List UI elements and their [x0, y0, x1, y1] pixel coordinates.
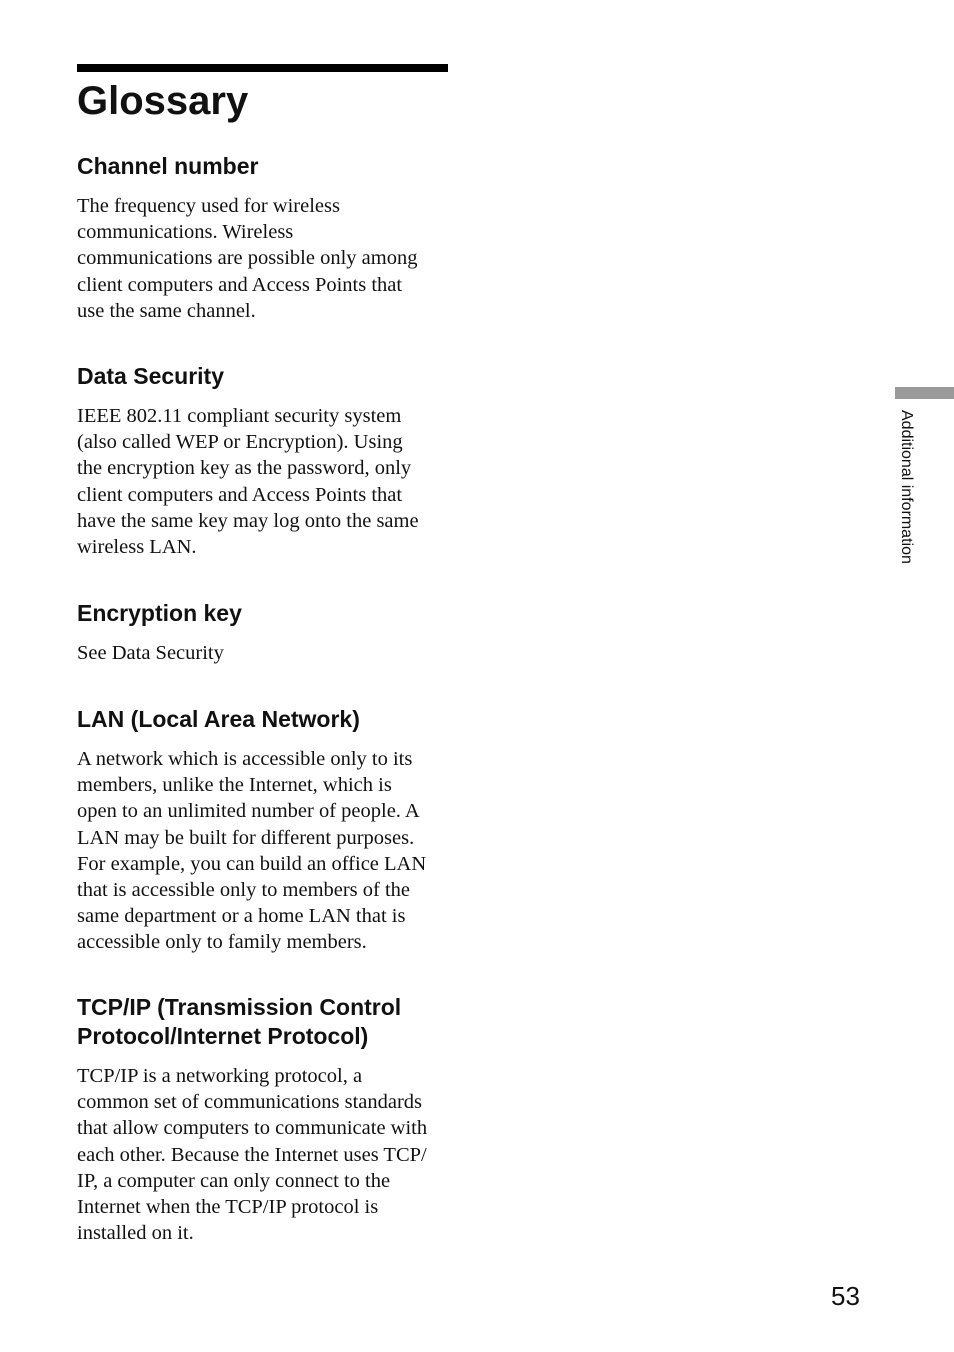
definition-line: IEEE 802.11 compliant security system [77, 405, 402, 427]
definition-line: client computers and Access Points that [77, 483, 403, 506]
definition-line: Internet when the TCP/IP protocol is [77, 1196, 379, 1219]
definition-line: accessible only to family members. [77, 931, 367, 954]
definition-line: communications. Wireless [77, 221, 294, 244]
definition-line: members, unlike the Internet, which is [77, 774, 392, 797]
definition-line: wireless LAN. [77, 536, 197, 559]
definition-line: IP, a computer can only connect to the [77, 1169, 391, 1192]
glossary-entry-encryption-key [77, 599, 457, 666]
page-title: Glossary [77, 79, 249, 123]
term-heading: Encryption key [77, 600, 242, 626]
term-definition [77, 640, 457, 666]
definition-line: common set of communications standards [77, 1091, 423, 1114]
term-heading-line: Protocol/Internet Protocol) [77, 1023, 369, 1049]
definition-line: each other. Because the Internet uses TCP/ [77, 1143, 427, 1166]
glossary-entry-lan [77, 705, 457, 956]
definition-line: same department or a home LAN that is [77, 905, 406, 928]
section-tab-label: Additional information [898, 410, 915, 564]
term-definition [77, 403, 457, 560]
glossary-entry-tcp-ip [77, 993, 457, 1246]
definition-line: communications are possible only among [77, 247, 418, 270]
title-rule [77, 64, 448, 72]
definition-line: use the same channel. [77, 299, 256, 322]
section-tab-marker [895, 387, 954, 399]
term-heading: LAN (Local Area Network) [77, 706, 360, 732]
definition-line: (also called WEP or Encryption). Using [77, 431, 403, 454]
page-number: 53 [831, 1281, 860, 1311]
term-heading-line: TCP/IP (Transmission Control [77, 994, 402, 1020]
definition-line: A network which is accessible only to its [77, 748, 413, 770]
term-heading: Channel number [77, 153, 259, 179]
term-definition [77, 746, 457, 956]
definition-line: open to an unlimited number of people. A [77, 800, 420, 823]
definition-line: that allow computers to communicate with [77, 1117, 428, 1140]
definition-line: have the same key may log onto the same [77, 509, 419, 532]
term-heading: Data Security [77, 363, 225, 389]
term-definition [77, 193, 457, 324]
definition-line: the encryption key as the password, only [77, 457, 412, 480]
definition-line: See Data Security [77, 642, 224, 664]
definition-line: TCP/IP is a networking protocol, a [77, 1065, 363, 1087]
glossary-entry-data-security [77, 362, 457, 560]
definition-line: client computers and Access Points that [77, 273, 403, 296]
definition-line: For example, you can build an office LAN [77, 852, 427, 875]
term-definition [77, 1063, 457, 1246]
definition-line: installed on it. [77, 1222, 194, 1245]
definition-line: The frequency used for wireless [77, 195, 340, 217]
definition-line: LAN may be built for different purposes. [77, 826, 415, 849]
definition-line: that is accessible only to members of the [77, 879, 411, 902]
glossary-entry-channel-number [77, 152, 457, 324]
term-heading [77, 993, 457, 1051]
